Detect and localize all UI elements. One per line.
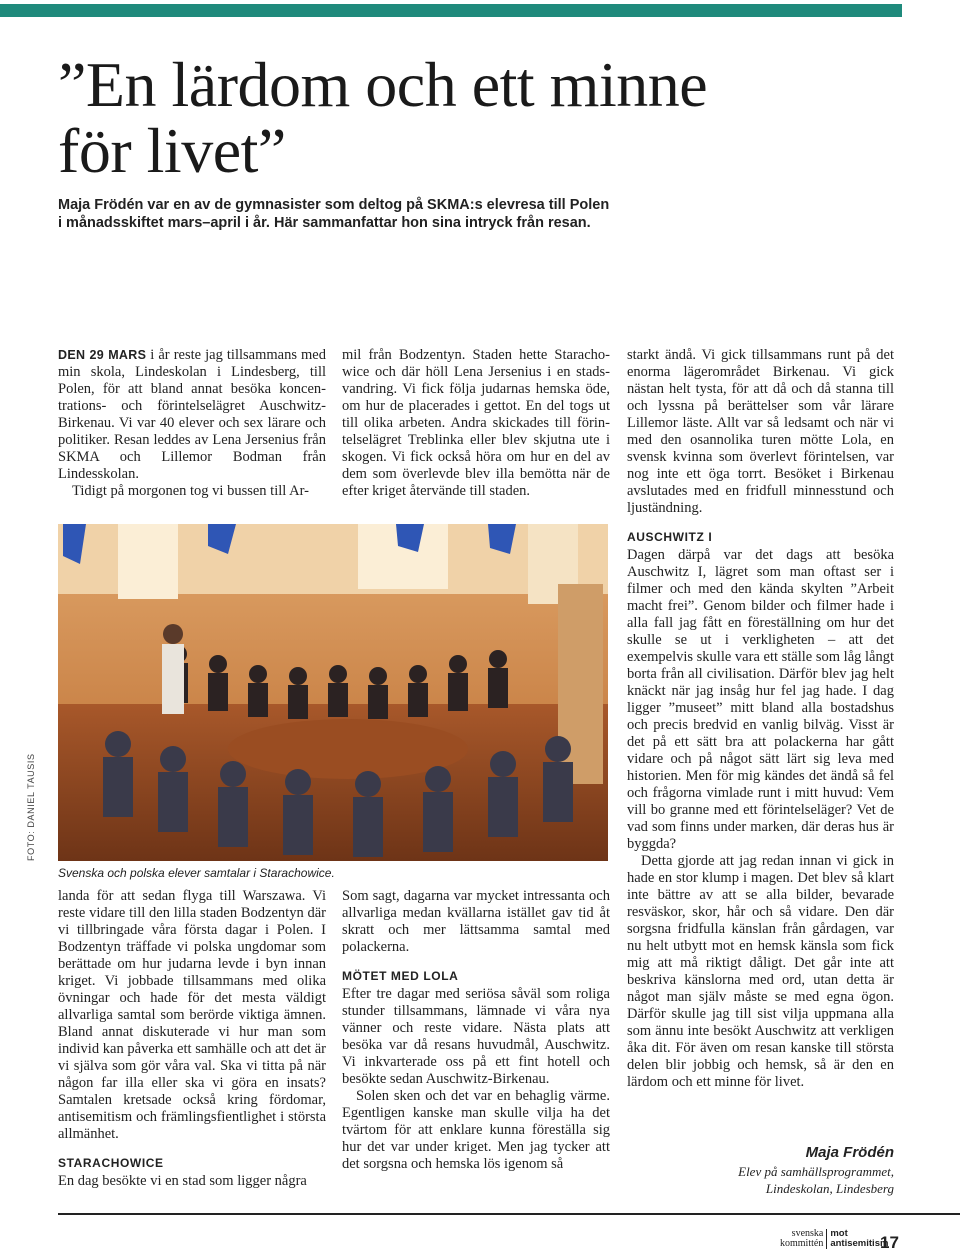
subheading-auschwitz: AUSCHWITZ I <box>627 530 713 544</box>
column-1-bottom <box>58 888 326 1190</box>
logo-text-antisemitism: antisemitism <box>830 1238 889 1249</box>
headline-line-2: för livet” <box>58 115 286 186</box>
subheading-motet-med-lola: MÖTET MED LOLA <box>342 969 459 983</box>
column-2-top <box>342 347 610 500</box>
page-number: 17 <box>880 1233 899 1252</box>
article-headline <box>58 49 778 186</box>
paragraph: En dag besökte vi en stad som ligger några <box>58 1173 307 1189</box>
paragraph: mil från Bodzentyn. Staden hette Starachowice och där höll Lena Jersenius i en stadsvandring. Vi fick följa judarnas hemska öde, om hur de placerades i gettot. En del togs ut till olika arbeten. Andra skickades till förintelselägret Treblinka eller blev skjutna ute i skogen. Vi fick också höra om hur en del av dem som överlevde blev illa bemötta när de efter kriget återvände till staden. <box>342 347 610 499</box>
paragraph: landa för att sedan flyga till Warszawa. Vi reste vidare till den lilla staden Bodzentyn där vi tillbringade våra första dagar i Polen. I Bodzentyn träffade vi polska ungdomar som berättade om hur judarna levde i byn innan kriget. Vi jobbade tillsammans med olika övningar och hade för det mesta väldigt allvarliga samtal som berörde viktiga ämnen. Bland annat diskuterade vi hur man som individ kan påverka ett samhälle och att det är vi själva som gör våra val. Ska vi titta på när någon far illa eller ska vi göra en insats? Samtalen kretsade också kring fördomar, antisemitism och främlingsfientlighet i största allmänhet. <box>58 888 326 1142</box>
column-2-bottom <box>342 888 610 1173</box>
article-photo <box>58 524 608 861</box>
logo-text-svenska: svenska <box>791 1228 824 1239</box>
column-1-top <box>58 347 326 500</box>
logo-text-mot: mot <box>830 1228 848 1239</box>
column-3 <box>627 347 894 1091</box>
logo-text-kommitten: kommittén <box>780 1238 824 1249</box>
paragraph: Dagen därpå var det dags att besöka Auschwitz I, lägret som man oftast ser i filmer och med den kända skylten ”Arbeit macht frei”. Genom bilder och filmer hade i alla fall jag fått en föreställning om hur det skulle se ut i verkligheten – att det exempelvis skulle vara ett ställe som låg långt borta från all civilisation. Därför blev jag helt knäckt när jag insåg hur fel jag hade. I dag ligger ”museet” mitt bland alla bostadshus och precis bredvid en vanlig bilväg. Visst är det på ett sätt bra att polackerna har gått vidare och på något sätt lärt sig leva med historien. Men för mig kändes det ändå så fel och frågorna vimlade runt i mitt huvud: Vem vill bo granne med ett förintelseläger? Vet de vad som finns under marken, där deras hus är byggda? <box>627 547 894 852</box>
paragraph: Tidigt på morgonen tog vi bussen till Ar- <box>72 483 309 499</box>
photo-caption: Svenska och polska elever samtalar i Starachowice. <box>58 866 335 880</box>
author-signature <box>627 1143 894 1197</box>
paragraph: Som sagt, dagarna var mycket intressanta och allvarliga medan kvällarna istället gav tid åt skratt och mer lättsamma samtal med polackerna. <box>342 888 610 955</box>
bottom-rule <box>58 1213 960 1215</box>
author-name: Maja Frödén <box>805 1144 894 1161</box>
group-photo-illustration <box>58 524 608 861</box>
paragraph: Solen sken och det var en behaglig värme. Egentligen kanske man skulle vilja ha det tvärtom för att enklare kunna föreställa sig hur det var under kriget. Men jag tycker att det sorgsna och hemska lös igenom så <box>342 1088 610 1172</box>
paragraph-text: i år reste jag tillsammans med min skola, Lindeskolan i Lindesberg, till Polen, för att bland annat besöka koncentrations- och förintelselägret Auschwitz-Birkenau. Vi var 40 elever och sex lärare och politiker. Resan leddes av Lena Jersenius från SKMA och Lillemor Bodman från Lindesskolan. <box>58 347 326 482</box>
subheading-starachowice: STARACHOWICE <box>58 1156 164 1170</box>
lede-line-1: Maja Frödén var en av de gymnasister som deltog på SKMA:s elevresa till Polen <box>58 197 610 213</box>
paragraph: Efter tre dagar med seriösa såväl som roliga stunder tillsammans, lämnade vi våra nya vänner och reste vidare. Nästa plats att besöka var då resans huvudmål, Auschwitz. Vi inkvarterade oss på ett fint hotell och besökte sedan Auschwitz-Birkenau. <box>342 986 610 1087</box>
paragraph: Detta gjorde att jag redan innan vi gick in hade en stor klump i magen. Det blev så klart inte bättre av att se alla bilder, bevarade resväskor, skor, hår och så vidare. Den där sorgsna fridfulla känslan från gårdagen, var nu helt utbytt mot en hemsk känsla som fick mig att må riktigt dåligt. Det går inte att beskriva känslorna med ord, utan detta är något man själv måste se med egna ögon. Därför skulle jag till sist vilja uppmana alla som ännu inte besökt Auschwitz att verkligen åka dit. För även om resan kanske till största delen blir jobbig och hemsk, så är den en lärdom och ett minne för livet. <box>627 853 894 1090</box>
paragraph: starkt ändå. Vi gick tillsammans runt på det enorma lägerområdet Birkenau. Vi gick nästan helt tysta, för att då och då stanna till och lyssna på berättelser som vår lärare Lillemor läste. Allt var så ledsamt och när vi med den osannolika turen mötte Lola, en svensk kvinna som överlevt förintelsen, var nog inte ett öga torrt. Besöket i Birkenau avslutades med en fridfull minnesstund och ljuständning. <box>627 347 894 516</box>
paragraph <box>58 347 326 483</box>
top-accent-bar <box>0 4 902 17</box>
author-role-line-2: Lindeskolan, Lindesberg <box>765 1181 894 1196</box>
publisher-logo <box>780 1229 888 1249</box>
headline-line-1: ”En lärdom och ett minne <box>58 49 708 120</box>
article-lede <box>58 196 618 232</box>
lead-in: DEN 29 MARS <box>58 348 147 362</box>
author-role-line-1: Elev på samhällsprogrammet, <box>738 1164 894 1179</box>
photo-credit: FOTO: DANIEL TAUSIS <box>26 753 36 861</box>
logo-left <box>780 1229 827 1249</box>
lede-line-2: i månadsskiftet mars–april i år. Här sammanfattar hon sina intryck från resan. <box>58 215 591 231</box>
